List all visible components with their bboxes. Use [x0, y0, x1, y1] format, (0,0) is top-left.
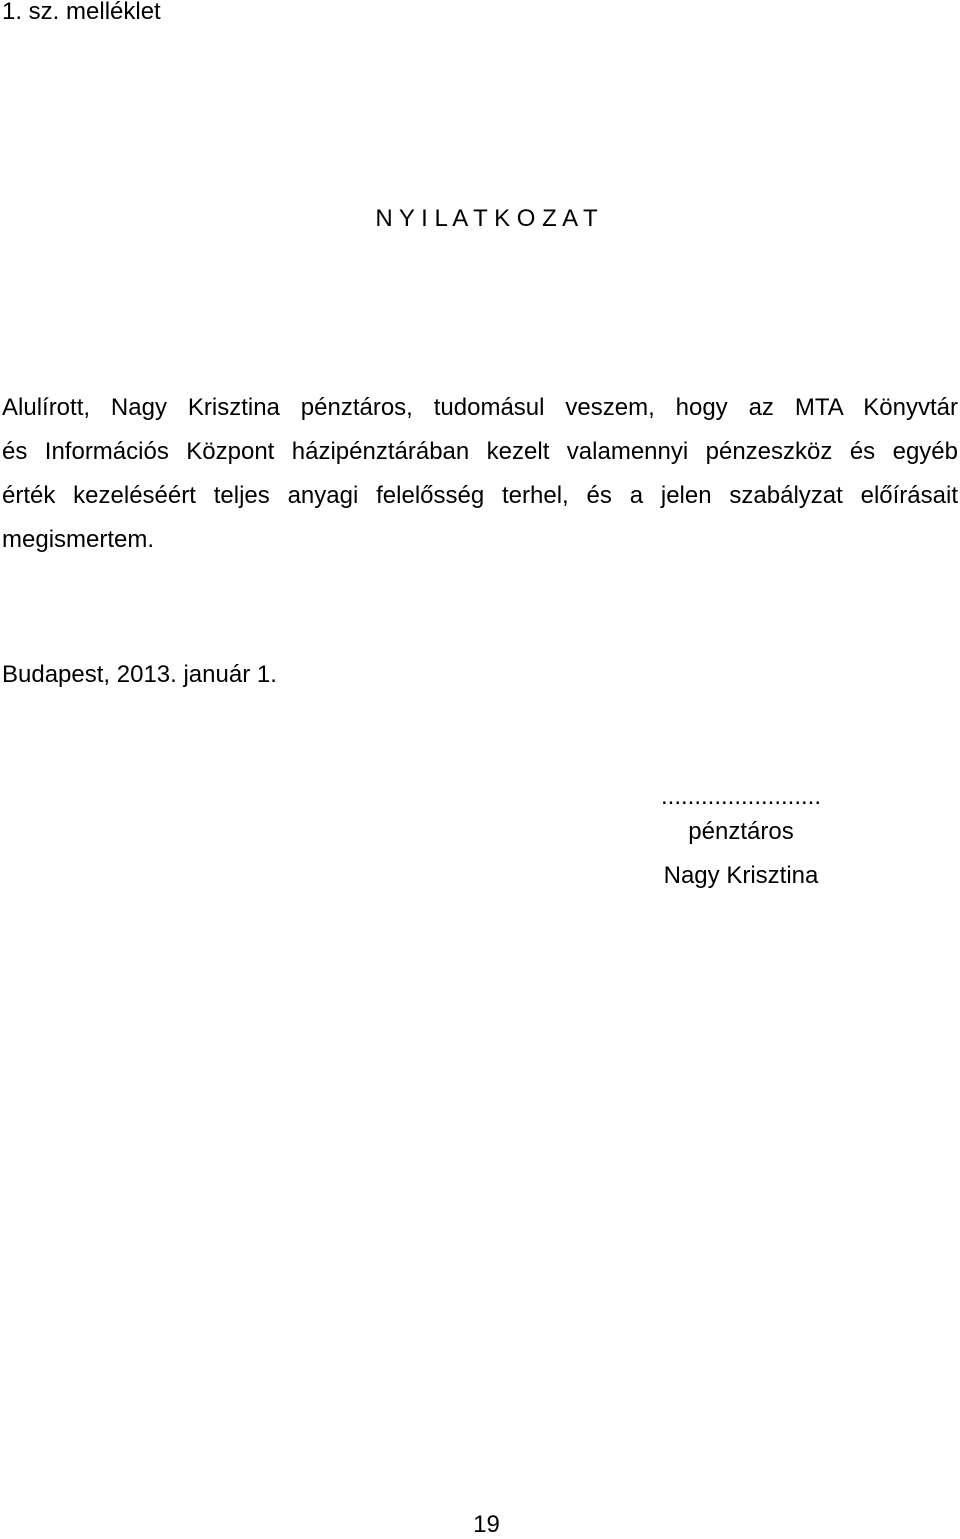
place-and-date: Budapest, 2013. január 1.: [2, 661, 277, 688]
declaration-line: érték kezeléséért teljes anyagi felelősség terhel, és a jelen szabályzat előírásait: [2, 482, 958, 509]
signature-block: [636, 784, 846, 898]
signature-dotted-line: ........................: [660, 783, 822, 810]
signatory-name: Nagy Krisztina: [663, 862, 819, 889]
declaration-line: megismertem.: [2, 526, 155, 553]
annex-label: 1. sz. melléklet: [2, 0, 161, 25]
declaration-line: és Információs Központ házipénztárában kezelt valamennyi pénzeszköz és egyéb: [2, 438, 958, 465]
document-title: N Y I L A T K O Z A T: [375, 205, 598, 232]
declaration-line: Alulírott, Nagy Krisztina pénztáros, tudomásul veszem, hogy az MTA Könyvtár: [2, 394, 958, 421]
signatory-role: pénztáros: [688, 818, 794, 845]
page-number: 19: [473, 1511, 500, 1538]
